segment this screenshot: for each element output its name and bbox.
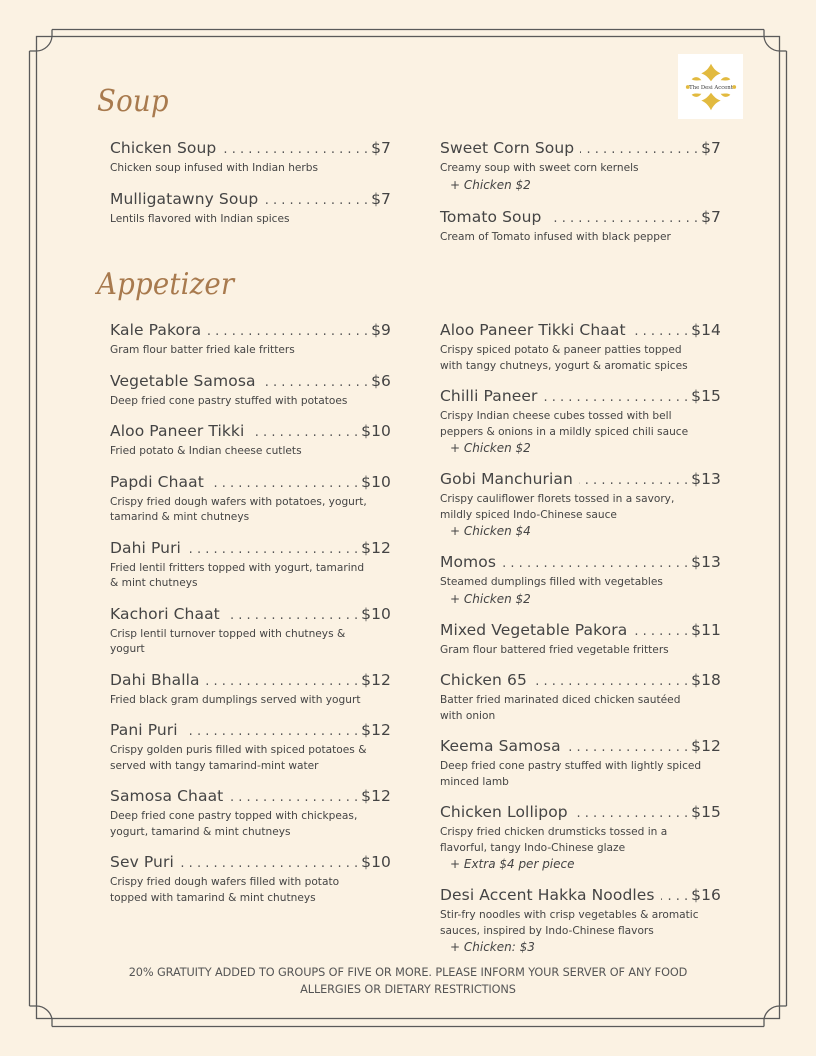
- item-description: Crispy spiced potato & paneer patties topped with tangy chutneys, yogurt & aromatic spices: [440, 344, 688, 372]
- item-price: $12: [361, 721, 391, 739]
- menu-item: [110, 604, 391, 658]
- item-description: Cream of Tomato infused with black pepper: [440, 230, 671, 243]
- item-name: Mulligatawny Soup: [110, 189, 259, 208]
- leader-dots: [548, 209, 699, 229]
- leader-dots: [574, 804, 688, 824]
- leader-dots: [544, 388, 689, 408]
- item-description: Gram flour battered fried vegetable fritters: [440, 643, 669, 656]
- menu-item: [440, 802, 721, 873]
- item-name: Papdi Chaat: [110, 472, 204, 491]
- item-description: Deep fried cone pastry stuffed with potatoes: [110, 394, 348, 407]
- item-price: $13: [691, 553, 721, 571]
- menu-item: [110, 138, 391, 177]
- item-price: $13: [691, 470, 721, 488]
- item-name: Chicken 65: [440, 671, 527, 689]
- item-name: Tomato Soup: [440, 207, 542, 226]
- item-description: Lentils flavored with Indian spices: [110, 212, 290, 225]
- soup-left-column: [110, 138, 391, 227]
- leader-dots: [533, 672, 688, 692]
- leader-dots: [579, 471, 688, 491]
- menu-item: [440, 386, 721, 457]
- leader-dots: [633, 622, 688, 642]
- leader-dots: [210, 474, 358, 494]
- item-price: $11: [691, 620, 721, 639]
- leader-dots: [502, 554, 688, 574]
- menu-item: [440, 670, 721, 724]
- leader-dots: [180, 854, 358, 874]
- item-name: Chicken Soup: [110, 139, 217, 157]
- item-name: Kale Pakora: [110, 321, 202, 339]
- item-description: Chicken soup infused with Indian herbs: [110, 162, 319, 174]
- menu-item: [110, 371, 391, 410]
- menu-item: [110, 189, 391, 228]
- appetizer-left-column: [110, 320, 391, 906]
- item-description: Crispy Indian cheese cubes tossed with bell peppers & onions in a mildly spiced chili sauce: [440, 410, 689, 438]
- item-addon: + Chicken $2: [450, 441, 531, 455]
- item-price: $10: [361, 422, 391, 440]
- menu-item: [440, 469, 721, 540]
- menu-item: [440, 552, 721, 608]
- item-description: Fried lentil fritters topped with yogurt, tamarind & mint chutneys: [110, 561, 365, 589]
- item-name: Sev Puri: [110, 853, 174, 871]
- item-price: $7: [371, 189, 391, 208]
- item-description: Crispy cauliflower florets tossed in a savory, mildly spiced Indo-Chinese sauce: [440, 493, 675, 521]
- item-addon: + Chicken: $3: [450, 940, 535, 954]
- item-name: Chilli Paneer: [440, 387, 538, 405]
- menu-item: [110, 421, 391, 460]
- item-price: $7: [701, 139, 721, 157]
- item-name: Aloo Paneer Tikki Chaat: [440, 321, 626, 339]
- item-description: Crispy fried chicken drumsticks tossed in a flavorful, tangy Indo-Chinese glaze: [440, 826, 668, 854]
- leader-dots: [226, 606, 358, 626]
- leader-dots: [264, 191, 368, 211]
- item-price: $7: [371, 139, 391, 157]
- item-price: $10: [361, 853, 391, 871]
- section-title-appetizer: Appetizer: [97, 267, 235, 302]
- leader-dots: [580, 140, 698, 160]
- item-price: $6: [371, 371, 391, 390]
- item-addon: + Chicken $4: [450, 524, 531, 538]
- ornament-icon: [682, 58, 740, 116]
- item-price: $12: [361, 670, 391, 689]
- item-addon: + Extra $4 per piece: [450, 857, 575, 871]
- item-price: $12: [361, 538, 391, 557]
- menu-item: [440, 736, 721, 790]
- item-price: $18: [691, 671, 721, 689]
- item-price: $14: [691, 321, 721, 339]
- footer-line-1: 20% GRATUITY ADDED TO GROUPS OF FIVE OR MORE. PLEASE INFORM YOUR SERVER OF ANY FOOD: [128, 966, 688, 979]
- svg-text:The Desi Accent: The Desi Accent: [688, 84, 733, 91]
- footer-notice: [110, 964, 706, 998]
- item-price: $9: [371, 321, 391, 339]
- item-description: Crisp lentil turnover topped with chutneys & yogurt: [110, 627, 346, 655]
- menu-item: [440, 620, 721, 659]
- item-name: Desi Accent Hakka Noodles: [440, 886, 655, 904]
- menu-item: [110, 720, 391, 774]
- item-price: $10: [361, 604, 391, 623]
- menu-item: [110, 786, 391, 840]
- leader-dots: [229, 788, 358, 808]
- item-name: Kachori Chaat: [110, 604, 220, 623]
- item-price: $16: [691, 886, 721, 904]
- item-description: Crispy fried dough wafers with potatoes, yogurt, tamarind & mint chutneys: [110, 495, 367, 523]
- item-description: Creamy soup with sweet corn kernels: [440, 162, 639, 174]
- menu-item: [110, 852, 391, 906]
- appetizer-right-column: [440, 320, 721, 956]
- leader-dots: [567, 738, 688, 758]
- leader-dots: [184, 722, 358, 742]
- item-name: Gobi Manchurian: [440, 470, 573, 488]
- item-price: $15: [691, 387, 721, 405]
- item-price: $15: [691, 803, 721, 821]
- item-name: Dahi Puri: [110, 538, 181, 557]
- item-description: Batter fried marinated diced chicken sautéed with onion: [440, 694, 681, 722]
- menu-item: [440, 885, 721, 956]
- leader-dots: [661, 887, 689, 907]
- leader-dots: [250, 423, 358, 443]
- item-description: Crispy golden puris filled with spiced potatoes & served with tangy tamarind-mint water: [110, 744, 367, 772]
- item-price: $7: [701, 207, 721, 226]
- leader-dots: [206, 672, 358, 692]
- item-name: Dahi Bhalla: [110, 670, 200, 689]
- item-price: $12: [691, 737, 721, 755]
- item-description: Gram flour batter fried kale fritters: [110, 344, 295, 356]
- leader-dots: [262, 373, 368, 393]
- item-description: Steamed dumplings filled with vegetables: [440, 576, 663, 588]
- item-name: Mixed Vegetable Pakora: [440, 620, 628, 639]
- item-name: Sweet Corn Soup: [440, 139, 575, 157]
- menu-item: [110, 670, 391, 709]
- item-name: Keema Samosa: [440, 737, 561, 755]
- item-name: Momos: [440, 553, 497, 571]
- item-description: Fried potato & Indian cheese cutlets: [110, 445, 302, 457]
- item-description: Deep fried cone pastry topped with chickpeas, yogurt, tamarind & mint chutneys: [110, 810, 358, 838]
- leader-dots: [222, 140, 368, 160]
- item-name: Samosa Chaat: [110, 787, 224, 805]
- menu-item: [110, 320, 391, 359]
- soup-right-column: [440, 138, 721, 245]
- menu-item: [440, 207, 721, 246]
- item-description: Fried black gram dumplings served with yogurt: [110, 693, 361, 706]
- item-name: Chicken Lollipop: [440, 803, 568, 821]
- item-price: $12: [361, 787, 391, 805]
- leader-dots: [207, 322, 368, 342]
- restaurant-logo: [678, 54, 743, 119]
- footer-line-2: ALLERGIES OR DIETARY RESTRICTIONS: [300, 983, 516, 996]
- leader-dots: [187, 540, 358, 560]
- item-addon: + Chicken $2: [450, 591, 531, 606]
- menu-item: [440, 320, 721, 374]
- item-price: $10: [361, 472, 391, 491]
- item-description: Stir-fry noodles with crisp vegetables & aromatic sauces, inspired by Indo-Chinese flavors: [440, 909, 699, 937]
- item-addon: + Chicken $2: [450, 177, 531, 192]
- item-name: Vegetable Samosa: [110, 371, 256, 390]
- menu-item: [110, 472, 391, 526]
- menu-item: [110, 538, 391, 592]
- item-description: Crispy fried dough wafers filled with potato topped with tamarind & mint chutneys: [110, 876, 340, 904]
- section-title-soup: Soup: [97, 84, 169, 119]
- leader-dots: [632, 322, 688, 342]
- item-name: Aloo Paneer Tikki: [110, 422, 245, 440]
- item-description: Deep fried cone pastry stuffed with lightly spiced minced lamb: [440, 760, 702, 788]
- menu-item: [440, 138, 721, 194]
- item-name: Pani Puri: [110, 721, 178, 739]
